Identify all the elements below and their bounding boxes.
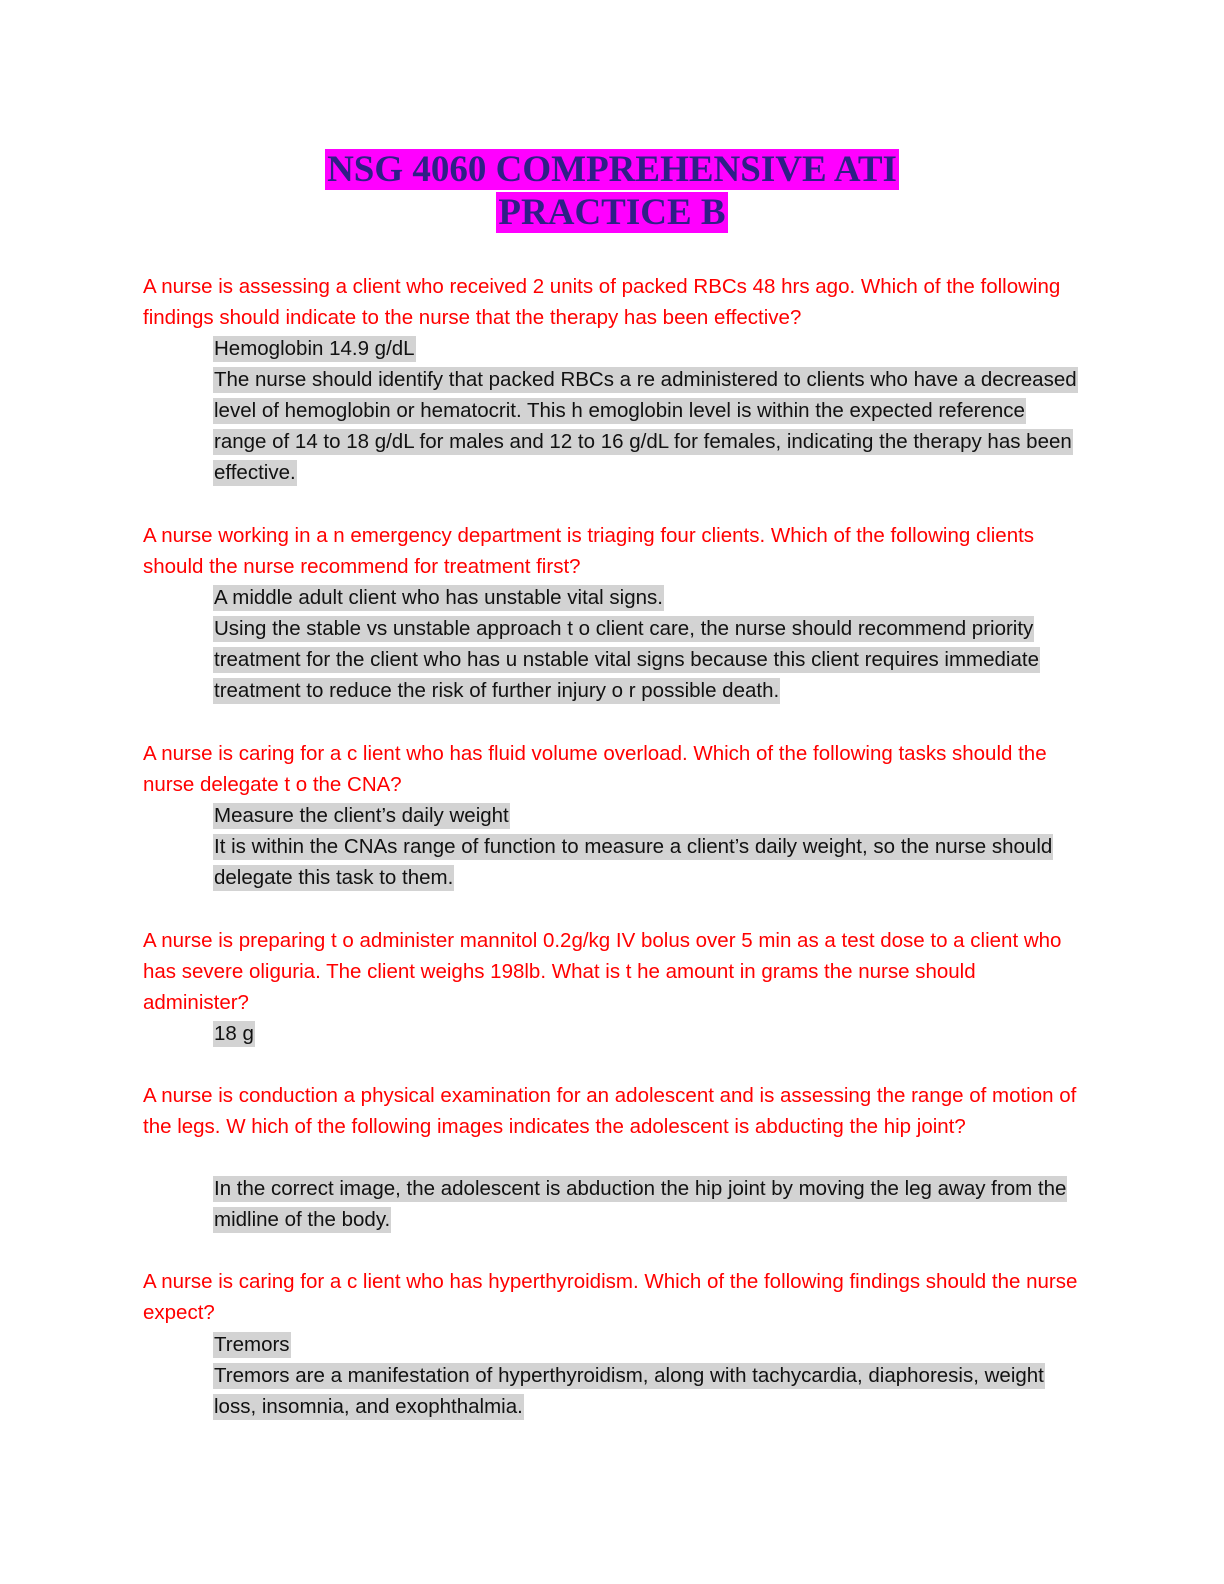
question-4: A nurse is preparing t o administer mannitol 0.2g/kg IV bolus over 5 min as a test dose to a client who has severe oliguria. The client weighs 198lb. What is t he amount in grams the nurse should administer? bbox=[143, 929, 1062, 1014]
rationale-5: In the correct image, the adolescent is abduction the hip joint by moving the leg away from the midline of the body. bbox=[214, 1177, 1067, 1231]
answer-6: Tremors bbox=[214, 1333, 290, 1356]
question-5: A nurse is conduction a physical examination for an adolescent and is assessing the range of motion of the legs. W hich of the following images indicates the adolescent is abducting the hip joint? bbox=[143, 1084, 1077, 1138]
question-1: A nurse is assessing a client who received 2 units of packed RBCs 48 hrs ago. Which of the following findings should indicate to the nurse that the therapy has been effective? bbox=[143, 275, 1061, 329]
answer-3: Measure the client’s daily weight bbox=[214, 804, 509, 827]
answer-2: A middle adult client who has unstable vital signs. bbox=[214, 586, 663, 609]
question-2: A nurse working in a n emergency department is triaging four clients. Which of the following clients should the nurse recommend for treatment first? bbox=[143, 524, 1035, 578]
document-title-line-1: NSG 4060 COMPREHENSIVE ATI bbox=[327, 149, 897, 190]
question-6: A nurse is caring for a c lient who has hyperthyroidism. Which of the following findings should the nurse expect? bbox=[143, 1270, 1078, 1324]
question-3: A nurse is caring for a c lient who has fluid volume overload. Which of the following tasks should the nurse delegate t o the CNA? bbox=[143, 742, 1047, 796]
rationale-2: Using the stable vs unstable approach t o client care, the nurse should recommend priority treatment for the client who has u nstable vital signs because this client requires immediate treatment to reduce the risk of further injury o r possible death. bbox=[214, 617, 1039, 702]
answer-1: Hemoglobin 14.9 g/dL bbox=[214, 337, 415, 360]
document-title-line-2: PRACTICE B bbox=[498, 192, 726, 233]
rationale-6: Tremors are a manifestation of hyperthyroidism, along with tachycardia, diaphoresis, weight loss, insomnia, and exophthalmia. bbox=[214, 1364, 1044, 1418]
rationale-1: The nurse should identify that packed RBCs a re administered to clients who have a decreased level of hemoglobin or hematocrit. This h emoglobin level is within the expected reference range of 14 to 18 g/dL for males and 12 to 16 g/dL for females, indicating the therapy has been effective. bbox=[214, 368, 1077, 484]
rationale-3: It is within the CNAs range of function to measure a client’s daily weight, so the nurse should delegate this task to them. bbox=[214, 835, 1053, 889]
answer-4: 18 g bbox=[214, 1022, 254, 1045]
